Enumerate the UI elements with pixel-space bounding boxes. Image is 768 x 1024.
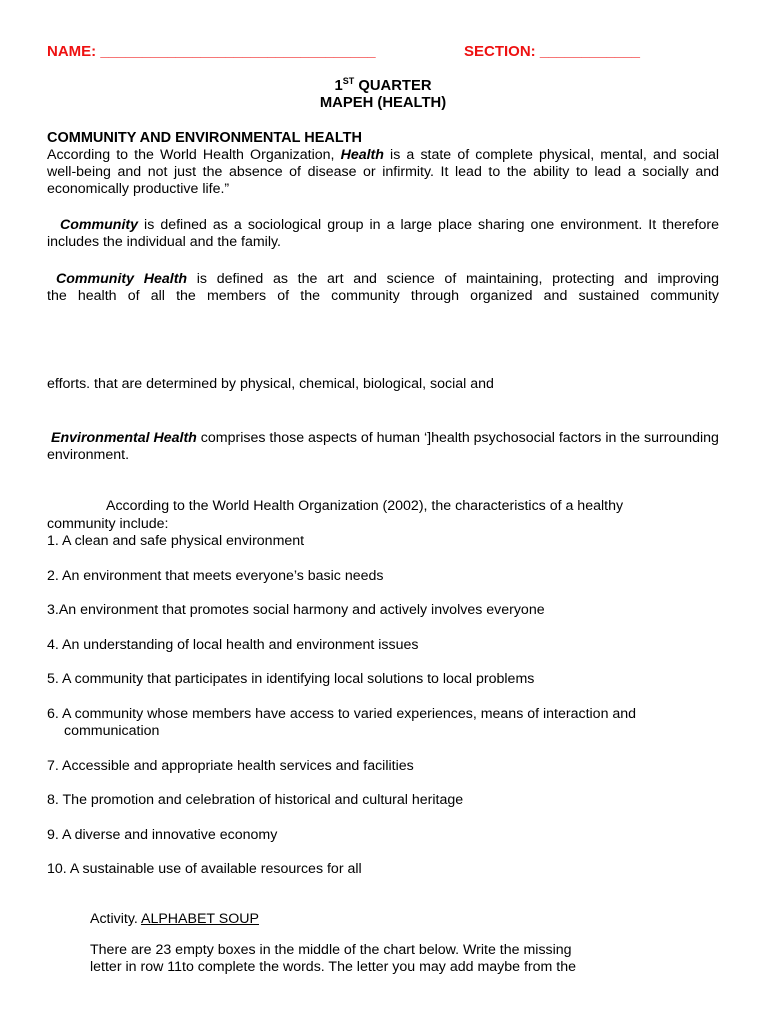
efforts-line: efforts. that are determined by physical, chemical, biological, social and	[47, 376, 494, 392]
characteristics-intro-line-1: According to the World Health Organization (2002), the characteristics of a healthy	[106, 498, 624, 514]
list-item: 5. A community that participates in identifying local solutions to local problems	[47, 671, 535, 687]
list-item: 2. An environment that meets everyone’s basic needs	[47, 568, 384, 584]
list-item: 6. A community whose members have access to varied experiences, means of interaction and	[47, 706, 637, 722]
activity-label: Activity.	[90, 911, 141, 927]
environmental-health-post: comprises those aspects of human ‘]health psychosocial factors in the surrounding environment.	[47, 430, 719, 463]
list-item: 8. The promotion and celebration of historical and cultural heritage	[47, 792, 464, 808]
health-pre: According to the World Health Organization,	[47, 147, 341, 163]
activity-instructions-line-2: letter in row 11to complete the words. The letter you may add maybe from the	[90, 959, 577, 975]
quarter-text: QUARTER	[354, 78, 432, 94]
list-item: 7. Accessible and appropriate health services and facilities	[47, 758, 414, 774]
characteristics-intro-line-2: community include:	[47, 516, 169, 532]
list-item: 10. A sustainable use of available resources for all	[47, 861, 362, 877]
community-post: is defined as a sociological group in a large place sharing one environment. It therefore includes the individual and the family.	[47, 217, 719, 250]
quarter-title	[47, 78, 719, 95]
subject-title: MAPEH (HEALTH)	[319, 95, 447, 111]
community-health-term: Community Health	[56, 271, 188, 287]
health-definition-paragraph	[47, 147, 719, 198]
community-definition-paragraph	[47, 217, 719, 251]
name-field-label: NAME: _________________________________	[47, 43, 376, 60]
activity-heading	[90, 911, 719, 928]
list-item: 4. An understanding of local health and environment issues	[47, 637, 419, 653]
community-health-line-1-rest: is defined as the art and science of maintaining, protecting and improving	[187, 271, 719, 287]
list-item-continuation: communication	[64, 723, 160, 739]
community-health-line-1	[47, 271, 719, 288]
activity-instructions-line-1: There are 23 empty boxes in the middle of the chart below. Write the missing	[90, 942, 572, 958]
community-term: Community	[60, 217, 139, 233]
community-health-line-2: the health of all the members of the community through organized and sustained community	[47, 288, 719, 304]
quarter-number: 1	[334, 78, 343, 94]
list-item: 3.An environment that promotes social harmony and actively involves everyone	[47, 602, 545, 618]
section-field-label: SECTION: ____________	[464, 43, 640, 60]
health-post: is a state of complete physical, mental, and social well-being and not just the absence of disease or infirmity. It lead to the ability to lead a socially and economically productive life.”	[47, 147, 720, 197]
environmental-health-term: Environmental Health	[51, 430, 197, 446]
health-term: Health	[340, 147, 384, 163]
list-item: 1. A clean and safe physical environment	[47, 533, 305, 549]
section-heading: COMMUNITY AND ENVIRONMENTAL HEALTH	[47, 130, 362, 146]
activity-title: ALPHABET SOUP	[140, 911, 259, 927]
quarter-superscript: ST	[342, 76, 355, 87]
community-health-paragraph	[47, 271, 719, 305]
list-item: 9. A diverse and innovative economy	[47, 827, 278, 843]
environmental-health-paragraph	[47, 430, 719, 464]
